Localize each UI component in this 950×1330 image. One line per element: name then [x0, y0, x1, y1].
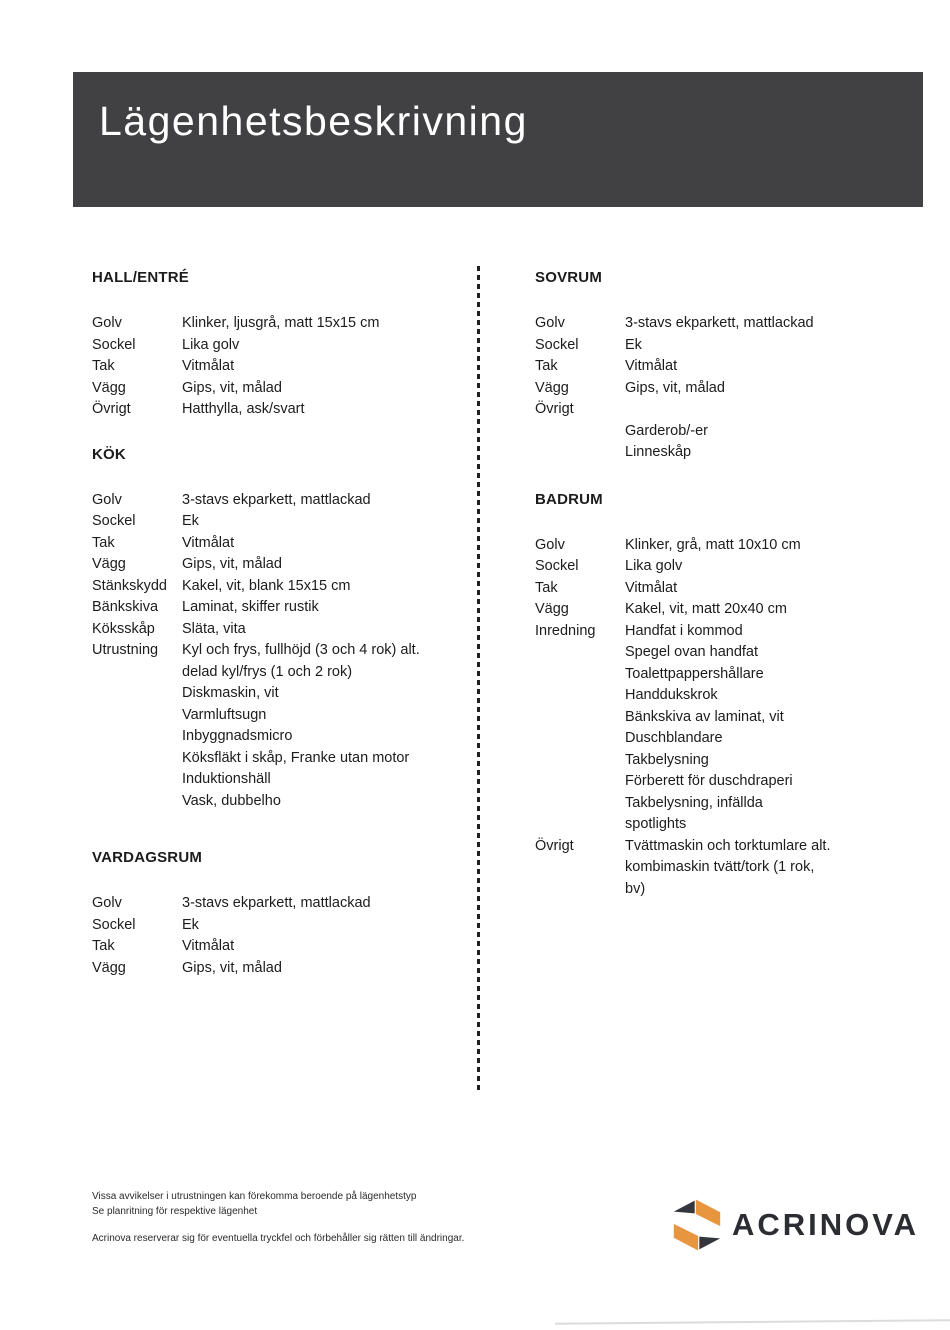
spec-label: [535, 857, 625, 879]
spec-row: [535, 313, 927, 335]
spec-label: [535, 642, 625, 664]
spec-label: [535, 793, 625, 815]
section-kok: [92, 445, 470, 813]
spec-value: 3-stavs ekparkett, mattlackad: [182, 895, 371, 911]
spec-value: Gips, vit, målad: [182, 379, 282, 396]
section-heading: BADRUM: [535, 490, 603, 508]
spec-label: Tak: [92, 938, 115, 954]
spec-label: [92, 662, 182, 684]
spec-row: [535, 857, 927, 879]
right-column: [535, 268, 927, 900]
spec-value: Vitmålat: [625, 358, 678, 374]
spec-label: [535, 771, 625, 793]
spec-row: [92, 490, 470, 512]
spec-label: [535, 814, 625, 836]
spec-row: [92, 619, 470, 641]
section-hall: [92, 268, 470, 421]
spec-value: spotlights: [625, 816, 687, 832]
spec-label: Sockel: [92, 336, 136, 353]
spec-label: [92, 726, 182, 748]
spec-row: [92, 313, 470, 335]
spec-value: Takbelysning, infällda: [625, 794, 763, 811]
spec-row: [535, 535, 927, 557]
spec-row: [535, 642, 927, 664]
spec-table: [92, 313, 470, 421]
spec-label: Sockel: [535, 558, 579, 574]
spec-label: Sockel: [535, 336, 579, 353]
spec-row: [535, 879, 927, 901]
spec-value: delad kyl/frys (1 och 2 rok): [182, 663, 353, 680]
spec-row: [92, 662, 470, 684]
title-banner: [73, 72, 923, 207]
spec-row: [92, 683, 470, 705]
spec-value: Gips, vit, målad: [182, 959, 282, 976]
spec-value: Takbelysning: [625, 751, 709, 768]
spec-label: Golv: [92, 315, 122, 331]
spec-label: Inredning: [535, 622, 596, 639]
spec-row: [92, 726, 470, 748]
spec-label: Tak: [535, 579, 558, 596]
spec-table: [535, 313, 927, 464]
spec-value: Garderob/-er: [625, 422, 709, 439]
spec-label: Bänkskiva: [92, 599, 159, 615]
disclaimer-line: Acrinova reserverar sig för eventuella tryckfel och förbehåller sig rätten till ändringar.: [92, 1233, 465, 1244]
spec-value: Inbyggnadsmicro: [182, 728, 293, 744]
spec-row: [535, 356, 927, 378]
spec-value: Handfat i kommod: [625, 622, 743, 639]
spec-value: Spegel ovan handfat: [625, 644, 759, 660]
acrinova-wordmark: ACRINOVA: [732, 1207, 920, 1242]
spec-row: [535, 707, 927, 729]
spec-row: [92, 533, 470, 555]
spec-label: Sockel: [92, 916, 136, 933]
spec-label: Tak: [92, 534, 115, 551]
spec-row: [92, 893, 470, 915]
spec-value: Klinker, grå, matt 10x10 cm: [625, 536, 801, 553]
spec-row: [535, 685, 927, 707]
spec-row: [92, 748, 470, 770]
spec-label: Sockel: [92, 513, 136, 529]
spec-row: [92, 399, 470, 421]
disclaimer-line: Se planritning för respektive lägenhet: [92, 1205, 258, 1217]
spec-label: [535, 442, 625, 464]
left-column: [92, 268, 470, 979]
spec-value: Bänkskiva av laminat, vit: [625, 708, 784, 725]
spec-label: [92, 748, 182, 770]
spec-value: Släta, vita: [182, 620, 246, 637]
spec-value: Köksfläkt i skåp, Franke utan motor: [182, 749, 410, 766]
spec-value: Ek: [182, 513, 199, 529]
spec-row: [535, 335, 927, 357]
spec-label: Köksskåp: [92, 620, 155, 637]
spec-value: Duschblandare: [625, 730, 723, 746]
spec-row: [535, 814, 927, 836]
spec-label: [92, 791, 182, 813]
spec-row: [535, 621, 927, 643]
spec-value: 3-stavs ekparkett, mattlackad: [182, 491, 371, 508]
spec-row: [92, 958, 470, 980]
spec-label: Golv: [92, 491, 122, 508]
spec-value: kombimaskin tvätt/tork (1 rok,: [625, 859, 815, 875]
spec-row: [92, 356, 470, 378]
disclaimer-line: Vissa avvikelser i utrustningen kan förekomma beroende på lägenhetstyp: [92, 1191, 417, 1202]
spec-value: Induktionshäll: [182, 771, 271, 787]
spec-label: [535, 750, 625, 772]
spec-row: [92, 597, 470, 619]
spec-label: Vägg: [535, 601, 569, 617]
spec-label: [535, 707, 625, 729]
spec-label: Golv: [535, 536, 565, 553]
spec-table: [92, 893, 470, 979]
spec-row: [92, 576, 470, 598]
spec-label: [535, 685, 625, 707]
spec-value: Kyl och frys, fullhöjd (3 och 4 rok) alt.: [182, 642, 420, 658]
scan-artifact-line: [555, 1319, 950, 1324]
spec-value: Handdukskrok: [625, 687, 718, 703]
spec-row: [535, 578, 927, 600]
spec-label: [92, 683, 182, 705]
spec-value: Gips, vit, målad: [625, 379, 725, 396]
spec-label: Vägg: [92, 379, 126, 396]
spec-value: bv): [625, 880, 646, 897]
section-heading: SOVRUM: [535, 269, 603, 286]
spec-value: Kakel, vit, matt 20x40 cm: [625, 601, 787, 617]
spec-label: Vägg: [92, 556, 126, 572]
spec-label: Utrustning: [92, 642, 159, 658]
spec-row: [535, 399, 927, 421]
spec-row: [535, 836, 927, 858]
spec-table: [535, 535, 927, 901]
spec-value: Diskmaskin, vit: [182, 685, 279, 701]
spec-value: Tvättmaskin och torktumlare alt.: [625, 837, 831, 854]
section-heading: HALL/ENTRÉ: [92, 269, 189, 286]
spec-label: Stänkskydd: [92, 577, 167, 594]
spec-value: Vitmålat: [182, 358, 235, 374]
spec-row: [92, 640, 470, 662]
spec-value: Vask, dubbelho: [182, 792, 281, 809]
spec-value: Ek: [625, 336, 642, 353]
spec-row: [535, 599, 927, 621]
spec-label: [535, 664, 625, 686]
spec-value: Hatthylla, ask/svart: [182, 401, 305, 417]
spec-value: Ek: [182, 916, 199, 933]
spec-value: Vitmålat: [182, 534, 235, 551]
spec-value: Varmluftsugn: [182, 706, 267, 723]
spec-label: [535, 728, 625, 750]
section-badrum: [535, 490, 927, 901]
spec-row: [535, 793, 927, 815]
spec-label: Övrigt: [92, 401, 131, 417]
spec-label: Övrigt: [535, 837, 574, 854]
spec-label: Vägg: [92, 959, 126, 976]
spec-label: Golv: [92, 895, 122, 911]
spec-row: [535, 728, 927, 750]
spec-row: [92, 915, 470, 937]
spec-table: [92, 490, 470, 813]
section-heading: KÖK: [92, 445, 126, 463]
spec-label: Tak: [535, 358, 558, 374]
acrinova-hexagon-icon: [668, 1196, 726, 1254]
section-heading: VARDAGSRUM: [92, 849, 203, 866]
spec-value: Gips, vit, målad: [182, 556, 282, 572]
spec-row: [92, 705, 470, 727]
spec-label: [92, 769, 182, 791]
spec-label: Övrigt: [535, 401, 574, 417]
footer-disclaimer: [92, 1190, 464, 1247]
spec-value: Lika golv: [625, 558, 683, 574]
spec-value: Vitmålat: [625, 579, 678, 596]
spec-value: Klinker, ljusgrå, matt 15x15 cm: [182, 315, 380, 331]
spec-row: [92, 554, 470, 576]
spec-value: [625, 399, 927, 421]
spec-label: [535, 879, 625, 901]
page-title: Lägenhetsbeskrivning: [99, 98, 528, 144]
spec-row: [535, 750, 927, 772]
spec-row: [92, 936, 470, 958]
spec-value: Kakel, vit, blank 15x15 cm: [182, 577, 351, 594]
column-divider: [477, 266, 480, 1094]
spec-label: [535, 421, 625, 443]
spec-value: Vitmålat: [182, 938, 235, 954]
spec-label: Golv: [535, 315, 565, 331]
spec-row: [535, 442, 927, 464]
spec-row: [535, 664, 927, 686]
section-vardagsrum: [92, 848, 470, 979]
spec-row: [535, 771, 927, 793]
spec-row: [92, 511, 470, 533]
spec-row: [535, 421, 927, 443]
spec-value: Laminat, skiffer rustik: [182, 599, 319, 615]
spec-row: [92, 769, 470, 791]
spec-value: Toalettpappershållare: [625, 665, 764, 682]
spec-row: [535, 378, 927, 400]
spec-value: Lika golv: [182, 336, 240, 353]
spec-value: 3-stavs ekparkett, mattlackad: [625, 315, 814, 331]
spec-value: Linneskåp: [625, 444, 692, 460]
spec-row: [92, 335, 470, 357]
spec-label: Vägg: [535, 379, 569, 396]
section-sovrum: [535, 268, 927, 464]
spec-row: [92, 378, 470, 400]
spec-label: Tak: [92, 358, 115, 374]
spec-label: [92, 705, 182, 727]
spec-row: [92, 791, 470, 813]
spec-row: [535, 556, 927, 578]
spec-value: Förberett för duschdraperi: [625, 773, 793, 789]
acrinova-logo: [668, 1196, 919, 1254]
